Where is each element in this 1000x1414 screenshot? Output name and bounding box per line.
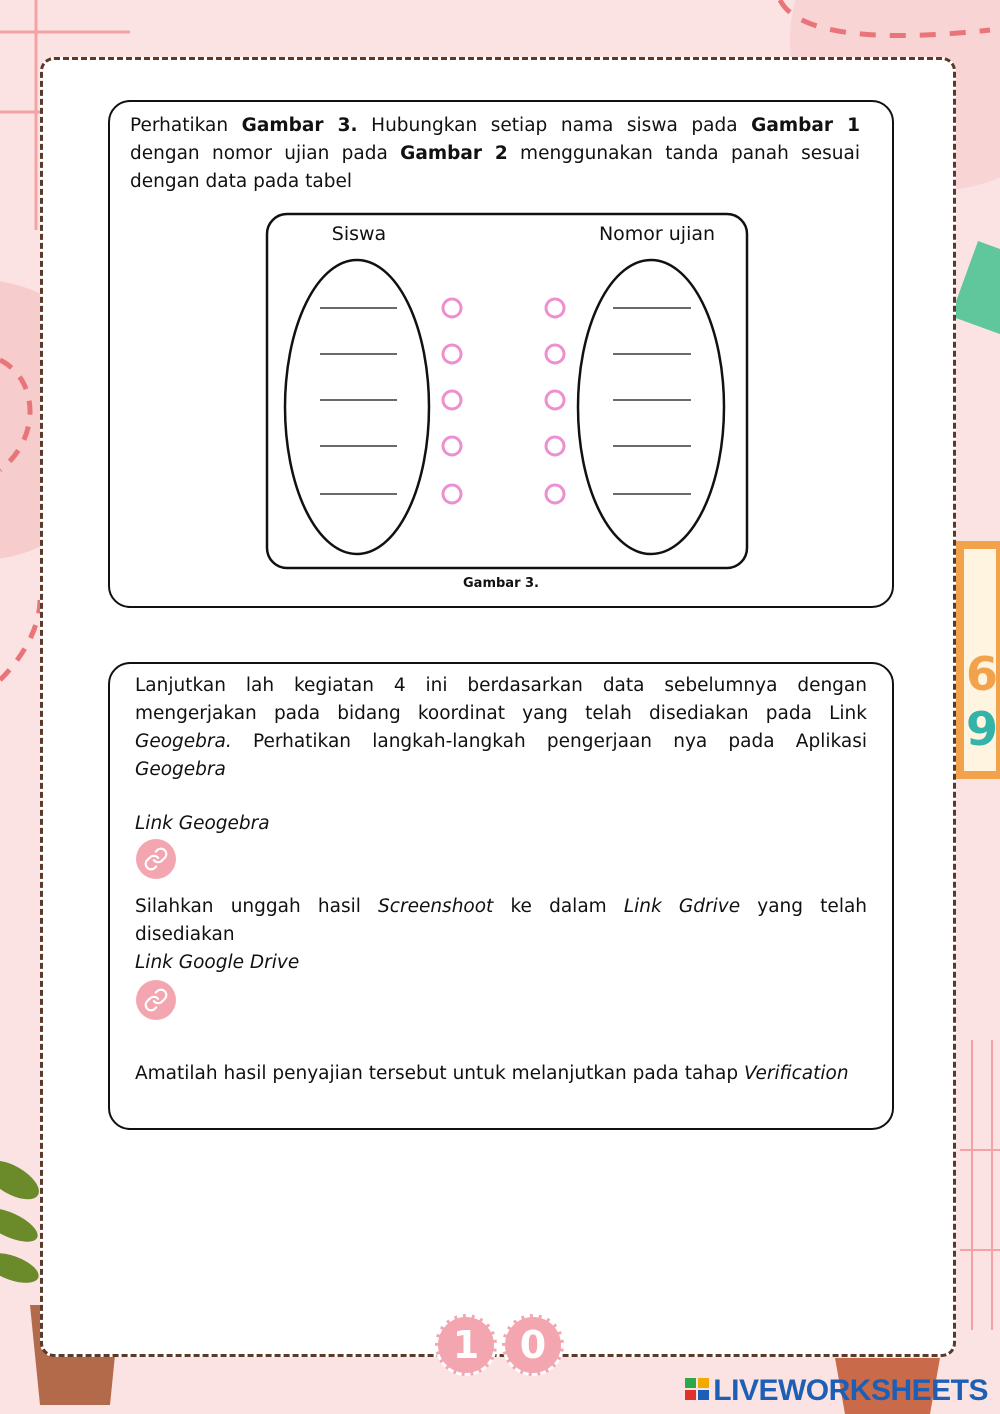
activity-paragraph-2 [135,893,867,949]
text-run: Link Gdrive [623,896,741,917]
text-run: Gambar 1 [751,115,861,136]
text-run: Lanjutkan lah kegiatan 4 ini berdasarkan data sebelumnya dengan mengerjakan pada bidang koordinat yang telah disediakan pada Link [135,675,867,724]
text-run: ke dalam [493,896,624,917]
text-run: Hubungkan setiap nama siswa pada [357,115,752,136]
text-run: Screenshoot [378,896,494,917]
text-run: yang telah disediakan [135,896,868,945]
svg-text:9: 9 [966,702,999,756]
question-instruction [130,112,860,196]
left-connector-dot[interactable] [443,437,461,455]
text-run: Perhatikan [130,115,242,136]
right-connector-dot[interactable] [546,299,564,317]
matching-diagram [265,212,755,572]
left-connector-dot[interactable] [443,391,461,409]
right-connector-dot[interactable] [546,345,564,363]
page-number-digit-1: 1 [435,1314,497,1376]
text-run: Gambar 2 [400,143,508,164]
brand-logo [685,1374,988,1408]
gdrive-link-button[interactable] [136,980,176,1020]
geogebra-link-button[interactable] [136,839,176,879]
right-connector-dot[interactable] [546,391,564,409]
brand-grid-icon [685,1378,711,1402]
right-connector-dot[interactable] [546,437,564,455]
left-connector-dot[interactable] [443,345,461,363]
text-run: menggunakan tanda panah sesuai dengan data pada tabel [130,143,861,192]
geogebra-link-label: Link Geogebra [135,813,270,834]
activity-card [108,662,894,1130]
left-connector-dot[interactable] [443,299,461,317]
text-run: dengan nomor ujian pada [130,143,401,164]
gdrive-link-label: Link Google Drive [135,952,300,973]
question-card [108,100,894,608]
left-connector-dot[interactable] [443,485,461,503]
text-run: Silahkan unggah hasil [135,896,379,917]
text-run: Geogebra. [135,731,232,752]
svg-text:6: 6 [966,647,999,701]
brand-text: LIVEWORKSHEETS [713,1374,988,1407]
chain-link-icon [143,987,169,1013]
activity-paragraph-1 [135,672,867,784]
left-set-label: Siswa [331,223,387,245]
text-run: Geogebra [135,759,226,780]
activity-paragraph-3 [135,1060,867,1088]
text-run: Verification [743,1063,849,1084]
figure-caption: Gambar 3. [463,576,539,591]
right-set-label: Nomor ujian [598,223,716,245]
chain-link-icon [143,846,169,872]
page-number-digit-2: 0 [502,1314,564,1376]
text-run: Gambar 3. [241,115,358,136]
right-connector-dot[interactable] [546,485,564,503]
text-run: Amatilah hasil penyajian tersebut untuk melanjutkan pada tahap [135,1063,744,1084]
text-run: Perhatikan langkah-langkah pengerjaan nya pada Aplikasi [231,731,867,752]
